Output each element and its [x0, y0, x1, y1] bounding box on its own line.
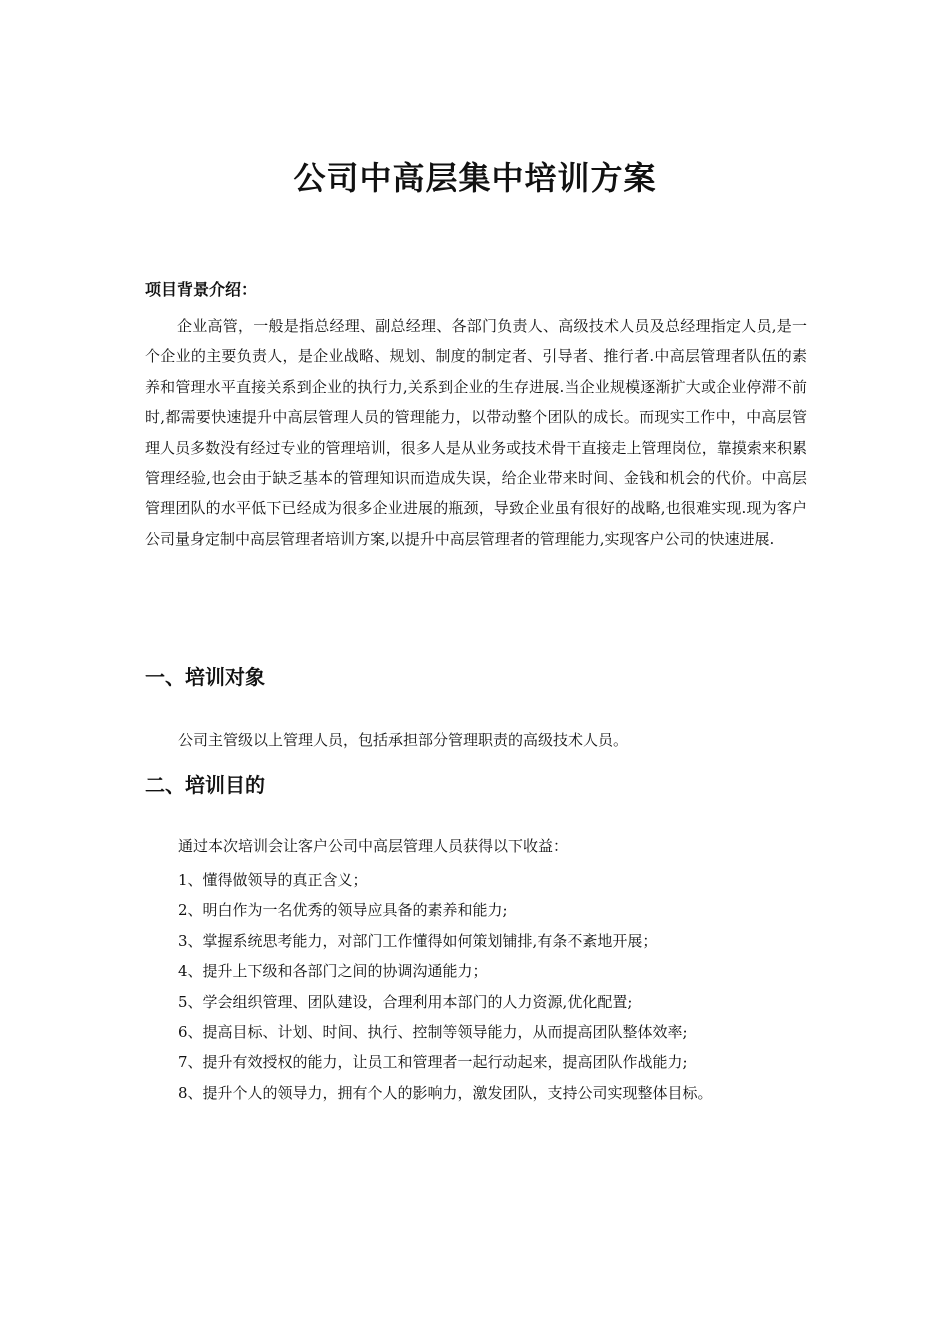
training-purpose-intro: 通过本次培训会让客户公司中高层管理人员获得以下收益： [178, 837, 569, 855]
list-item: 6、提高目标、计划、时间、执行、控制等领导能力，从而提高团队整体效率; [178, 1022, 688, 1041]
list-item: 3、掌握系统思考能力，对部门工作懂得如何策划铺排,有条不紊地开展； [178, 931, 658, 950]
background-paragraph: 企业高管，一般是指总经理、副总经理、各部门负责人、高级技术人员及总经理指定人员,是一个企业的主要负责人，是企业战略、规划、制度的制定者、引导者、推行者.中高层管理者队伍的素养和管理水平直接关系到企业的执行力,关系到企业的生存进展.当企业规模逐渐扩大或企业停滞不前时,都需要快速提升中高层管理人员的管理能力，以带动整个团队的成长。而现实工作中，中高层管理人员多数没有经过专业的管理培训，很多人是从业务或技术骨干直接走上管理岗位，靠摸索来积累管理经验,也会由于缺乏基本的管理知识而造成失误，给企业带来时间、金钱和机会的代价。中高层管理团队的水平低下已经成为很多企业进展的瓶颈，导致企业虽有很好的战略,也很难实现.现为客户公司量身定制中高层管理者培训方案,以提升中高层管理者的管理能力,实现客户公司的快速进展. [145, 317, 807, 548]
list-item: 8、提升个人的领导力，拥有个人的影响力，激发团队，支持公司实现整体目标。 [178, 1083, 713, 1102]
list-item: 4、提升上下级和各部门之间的协调沟通能力； [178, 962, 488, 981]
training-goals-list [178, 868, 713, 1111]
list-item: 2、明白作为一名优秀的领导应具备的素养和能力; [178, 901, 508, 920]
background-heading: 项目背景介绍： [145, 280, 258, 299]
document-title: 公司中高层集中培训方案 [293, 159, 657, 197]
section-heading-training-purpose: 二、培训目的 [145, 773, 265, 797]
training-target-text: 公司主管级以上管理人员，包括承担部分管理职责的高级技术人员。 [178, 731, 629, 749]
list-item: 1、懂得做领导的真正含义； [178, 871, 368, 889]
section-heading-training-target: 一、培训对象 [145, 665, 265, 689]
list-item: 5、学会组织管理、团队建设，合理利用本部门的人力资源,优化配置; [178, 992, 633, 1011]
list-item: 7、提升有效授权的能力，让员工和管理者一起行动起来，提高团队作战能力; [178, 1053, 688, 1072]
